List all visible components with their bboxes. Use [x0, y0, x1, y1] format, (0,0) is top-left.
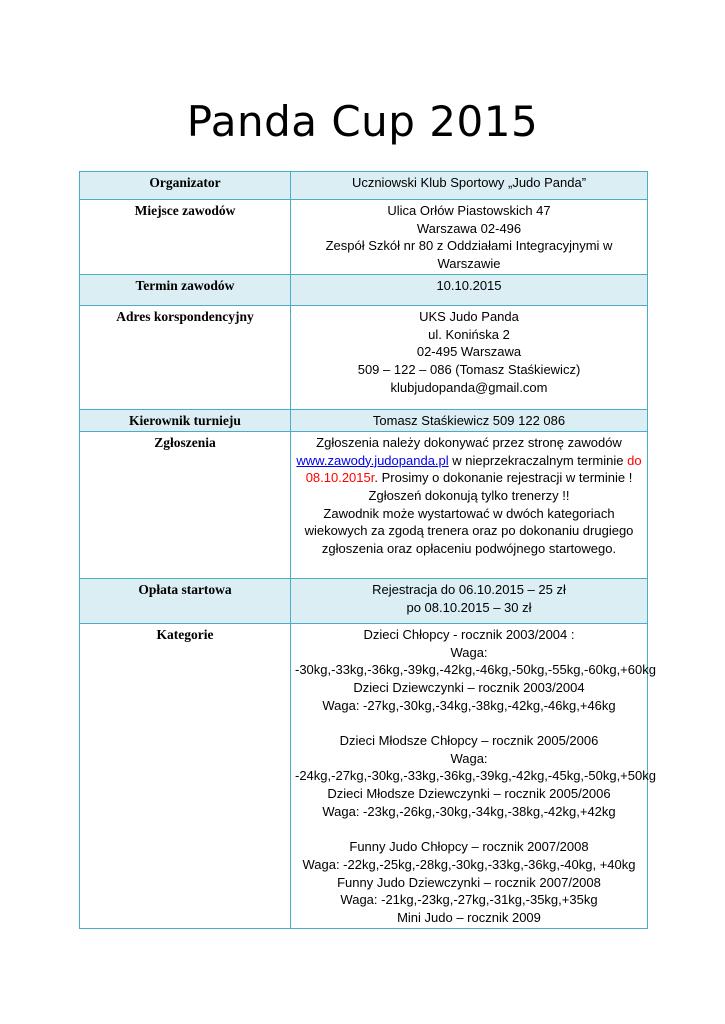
value-miejsce	[291, 200, 648, 275]
kategoria-line: Funny Judo Dziewczynki – rocznik 2007/2008	[337, 874, 601, 890]
adres-email: klubjudopanda@gmail.com	[390, 379, 548, 395]
value-termin: 10.10.2015	[291, 274, 648, 305]
miejsce-line: Ulica Orłów Piastowskich 47	[387, 203, 551, 218]
zgloszenia-after-deadline: . Prosimy o dokonanie rejestracji w terminie !	[374, 470, 633, 486]
row-termin	[80, 274, 648, 305]
label-kierownik: Kierownik turnieju	[80, 409, 291, 431]
kategoria-line: Dzieci Młodsze Chłopcy – rocznik 2005/2006	[339, 733, 599, 749]
adres-line: 02-495 Warszawa	[416, 344, 522, 360]
label-zgloszenia: Zgłoszenia	[80, 431, 291, 578]
kategoria-line: Waga: -30kg,-33kg,-36kg,-39kg,-42kg,-46kg,-50kg,-55kg,-60kg,+60kg	[295, 644, 656, 678]
page-title: Panda Cup 2015	[186, 97, 539, 146]
oplata-line: Rejestracja do 06.10.2015 – 25 zł	[372, 581, 566, 597]
value-organizator: Uczniowski Klub Sportowy „Judo Panda”	[291, 172, 648, 200]
label-oplata: Opłata startowa	[80, 578, 291, 623]
zawody-link[interactable]: www.zawody.judopanda.pl	[296, 452, 449, 468]
adres-line: UKS Judo Panda	[419, 308, 519, 324]
value-oplata	[291, 578, 648, 623]
row-oplata	[80, 578, 648, 623]
row-adres	[80, 305, 648, 409]
row-kierownik	[80, 409, 648, 431]
kategoria-line: Waga: -24kg,-27kg,-30kg,-33kg,-36kg,-39kg,-42kg,-45kg,-50kg,+50kg	[295, 750, 656, 784]
kategoria-line: Waga: -27kg,-30kg,-34kg,-38kg,-42kg,-46kg,+46kg	[322, 697, 616, 713]
zgloszenia-line2: Zgłoszeń dokonują tylko trenerzy !!	[368, 487, 570, 503]
label-miejsce: Miejsce zawodów	[80, 200, 291, 275]
kategoria-line: Dzieci Dziewczynki – rocznik 2003/2004	[353, 679, 585, 695]
info-table	[79, 171, 656, 929]
row-miejsce	[80, 200, 648, 275]
oplata-line: po 08.10.2015 – 30 zł	[406, 599, 532, 615]
label-adres: Adres korspondencyjny	[80, 305, 291, 409]
zgloszenia-intro: Zgłoszenia należy dokonywać przez stronę zawodów	[316, 434, 622, 450]
zgloszenia-after-link: w nieprzekraczalnym terminie	[448, 452, 628, 468]
kategoria-line: Waga: -23kg,-26kg,-30kg,-34kg,-38kg,-42kg,+42kg	[322, 803, 616, 819]
row-kategorie	[80, 623, 648, 928]
kategoria-line: Mini Judo – rocznik 2009	[397, 910, 541, 926]
miejsce-line: Warszawa 02-496	[416, 220, 522, 236]
zgloszenia-line3: Zawodnik może wystartować w dwóch kategoriach wiekowych za zgodą trenera oraz po dokonaniu drugiego zgłoszenia oraz opłaceniu podwójnego startowego.	[304, 505, 634, 557]
kategoria-line: Dzieci Młodsze Dziewczynki – rocznik 2005/2006	[327, 786, 611, 802]
row-organizator	[80, 172, 648, 200]
spacer	[295, 714, 643, 732]
kategoria-line: Dzieci Chłopcy - rocznik 2003/2004 :	[363, 626, 575, 642]
value-kierownik: Tomasz Staśkiewicz 509 122 086	[291, 409, 648, 431]
kategoria-line: Waga: -21kg,-23kg,-27kg,-31kg,-35kg,+35kg	[340, 892, 598, 908]
adres-line: ul. Konińska 2	[428, 326, 510, 342]
value-kategorie	[291, 623, 656, 928]
value-zgloszenia	[291, 431, 648, 578]
kategoria-line: Waga: -22kg,-25kg,-28kg,-30kg,-33kg,-36kg,-40kg, +40kg	[302, 856, 636, 872]
row-zgloszenia	[80, 431, 648, 578]
adres-line: 509 – 122 – 086 (Tomasz Staśkiewicz)	[357, 361, 581, 377]
label-kategorie: Kategorie	[80, 623, 291, 928]
spacer	[295, 821, 643, 839]
miejsce-line: Zespół Szkół nr 80 z Oddziałami Integracyjnymi w Warszawie	[325, 238, 613, 272]
label-termin: Termin zawodów	[80, 274, 291, 305]
kategoria-line: Funny Judo Chłopcy – rocznik 2007/2008	[349, 839, 589, 855]
value-adres	[291, 305, 648, 409]
zgloszenia-deadline: do 08.10.2015r	[305, 452, 642, 486]
label-organizator: Organizator	[80, 172, 291, 200]
